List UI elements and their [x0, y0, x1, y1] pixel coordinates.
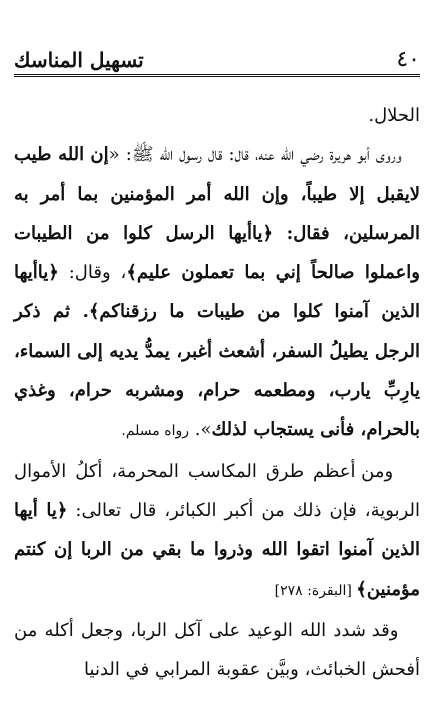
page-number: ٤٠ — [396, 47, 420, 72]
text-segment: ، وقال: — [58, 262, 127, 284]
citation: [البقرة: ٢٧٨] — [274, 582, 357, 599]
hadith-text: إن الله طيب لايقبل إلا طيباً، وإن الله أمر المؤمنين بما أمر به المرسلين، فقال: ﴿ياأيها الرسل كلوا من الطيبات واعملوا صالحاً إني بما تعملون عليم﴾ — [14, 144, 421, 284]
running-title: تسهيل المناسك — [14, 48, 144, 72]
citation: رواه مسلم. — [121, 423, 189, 440]
text-segment: وقد شدد الله الوعيد على آكل الربا، وجعل أكله من أفحش الخبائث، وبيَّن عقوبة المرابي في الدنيا — [14, 619, 420, 681]
paragraph — [14, 96, 420, 135]
text-segment: ومن أعظم طرق المكاسب المحرمة، أكلُ الأموال الربوية، فإن ذلك من أكبر الكبائر، قال تعالى: — [14, 460, 420, 521]
text-segment: الحلال. — [368, 105, 420, 126]
paragraph — [14, 611, 420, 690]
text-segment: ». — [189, 419, 212, 441]
page-body — [14, 96, 420, 689]
paragraph — [14, 135, 420, 451]
page-header — [14, 40, 420, 77]
hadith-text: ﴿ياأيها الذين آمنوا كلوا من طيبات ما رزقناكم﴾. ثم ذكر الرجل يطيلُ السفر، أشعث أغبر، يمدُّ يديه إلى السماء، يارِبِّ يارب، ومطعمه حرام، ومشربه حرام، وغذي بالحرام، فأنى يستجاب لذلك — [14, 262, 420, 441]
quran-verse: ﴿يا أيها الذين آمنوا اتقوا الله وذروا ما بقي من الربا إن كنتم مؤمنين﴾ — [14, 499, 420, 600]
paragraph — [14, 452, 420, 611]
text-segment: وروى أبو هريرة رضي الله عنه، قال: قال رسول الله ﷺ: « — [108, 144, 402, 166]
